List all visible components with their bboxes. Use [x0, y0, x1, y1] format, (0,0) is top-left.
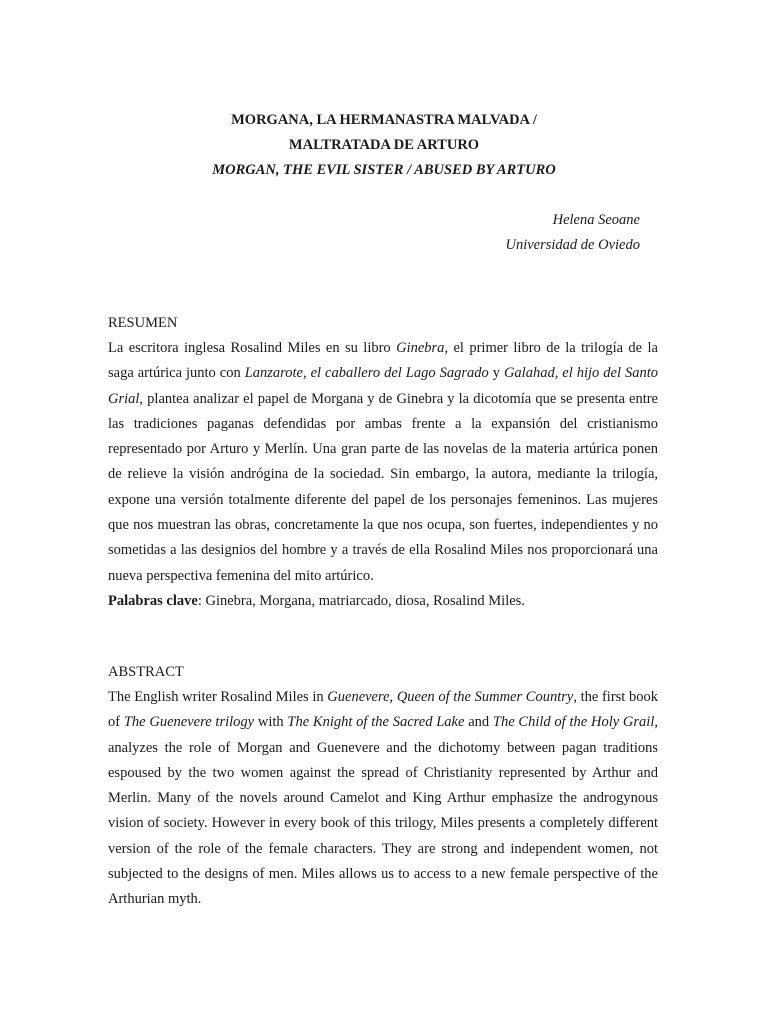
keywords-line	[108, 589, 658, 614]
abstract-book-4: The Child of the Holy Grail	[492, 714, 655, 731]
resumen-book-2: Lanzarote, el caballero del Lago Sagrado	[244, 365, 489, 382]
abstract-book-3: The Knight of the Sacred Lake	[287, 714, 465, 731]
resumen-text-2: , el primer libro de la trilogía de la saga artúrica junto con	[108, 340, 658, 382]
author-block	[506, 208, 641, 258]
abstract-text-3: with	[254, 714, 288, 731]
abstract-section	[108, 660, 658, 913]
abstract-book-2: The Guenevere trilogy	[123, 714, 255, 731]
author-affiliation: Universidad de Oviedo	[505, 237, 640, 253]
abstract-text-1: The English writer Rosalind Miles in	[108, 689, 328, 705]
resumen-section	[108, 311, 658, 614]
resumen-paragraph	[108, 336, 658, 589]
title-line-1: MORGANA, LA HERMANASTRA MALVADA /	[231, 112, 537, 128]
abstract-heading: ABSTRACT	[108, 664, 184, 680]
abstract-book-1: Guenevere, Queen of the Summer Country	[327, 689, 574, 705]
keywords-list: : Ginebra, Morgana, matriarcado, diosa, Rosalind Miles.	[197, 592, 525, 609]
title-line-2: MALTRATADA DE ARTURO	[288, 137, 480, 153]
resumen-book-3: Galahad, el hijo del Santo Grial	[108, 365, 659, 407]
abstract-paragraph	[108, 685, 658, 913]
title-block	[0, 108, 768, 183]
abstract-text-4: and	[464, 714, 493, 731]
resumen-text-3: y	[488, 365, 504, 382]
resumen-heading: RESUMEN	[108, 315, 178, 331]
resumen-book-1: Ginebra	[396, 340, 445, 356]
abstract-text-2: , the first book of	[108, 689, 658, 731]
resumen-text-4: , plantea analizar el papel de Morgana y de Ginebra y la dicotomía que se presenta entre las tradiciones paganas defendidas por ambas frente a la expansión del cristianismo representado por Arturo y Merlín. Una gran parte de las novelas de la materia artúrica ponen de relieve la visión andrógina de la sociedad. Sin embargo, la autora, mediante la trilogía, expone una versión totalmente diferente del papel de los personajes femeninos. Las mujeres que nos muestran las obras, concretamente la que nos ocupa, son fuertes, independientes y no sometidas a las designios del hombre y a través de ella Rosalind Miles nos proporcionará una nueva perspectiva femenina del mito artúrico.	[108, 390, 658, 584]
author-name: Helena Seoane	[552, 212, 640, 228]
title-english: MORGAN, THE EVIL SISTER / ABUSED BY ARTURO	[212, 162, 556, 178]
keywords-label: Palabras clave	[108, 592, 198, 609]
resumen-text-1: La escritora inglesa Rosalind Miles en su libro	[108, 340, 397, 356]
abstract-text-5: , analyzes the role of Morgan and Guenevere and the dichotomy between pagan traditions espoused by the two women against the spread of Christianity represented by Arthur and Merlin. Many of the novels around Camelot and King Arthur emphasize the androgynous vision of society. However in every book of this trilogy, Miles presents a completely different version of the role of the female characters. They are strong and independent women, not subjected to the designs of men. Miles allows us to access to a new female perspective of the Arthurian myth.	[108, 714, 658, 908]
